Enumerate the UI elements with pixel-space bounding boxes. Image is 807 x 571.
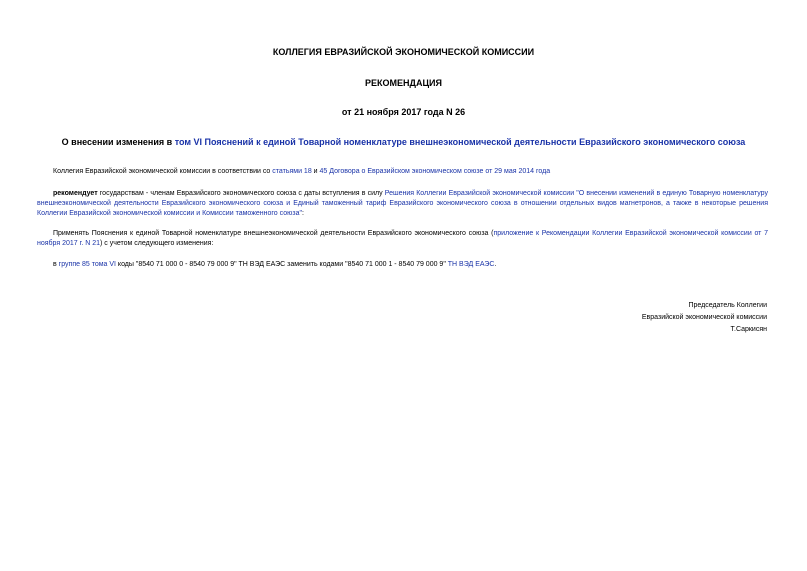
p4-text-3: . [494,261,497,268]
date-number-heading: от 21 ноября 2017 года N 26 [341,107,466,117]
p4-text-1: в [53,261,59,268]
signature-line-1: Председатель Коллегии [688,302,767,309]
p2-text-2: : [301,210,304,217]
p2-bold-recommends: рекомендует [53,190,98,197]
link-treaty[interactable]: 45 Договора о Евразийском экономическом союзе от 29 мая 2014 года [319,168,551,175]
paragraph-change [37,260,768,270]
p3-text-1: Применять Пояснения к единой Товарной номенклатуре внешнеэкономической деятельности Евразийского экономического союза ( [53,230,494,237]
p4-text-2: коды "8540 71 000 0 - 8540 79 000 9" ТН ВЭД ЕАЭС заменить кодами "8540 71 000 1 - 8540 79 000 9" [115,261,448,268]
link-commission-decision[interactable]: Решения Коллегии Евразийской экономической комиссии "О внесении изменений в единую Товарную номенклатуру внешнеэкономической деятельности Евразийского экономического союза и Единый таможенный тариф Евразийского экономического союза в отношении отдельных видов магнетронов, а также в некоторые решения Коллегии Евразийской экономической комиссии и Комиссии таможенного союза" [37,190,768,217]
doc-type-heading: РЕКОМЕНДАЦИЯ [365,78,442,88]
p1-text-2: и [311,168,320,175]
org-heading: КОЛЛЕГИЯ ЕВРАЗИЙСКОЙ ЭКОНОМИЧЕСКОЙ КОМИССИИ [272,47,535,57]
title-link[interactable]: том VI Пояснений к единой Товарной номенклатуре внешнеэкономической деятельности Евразийского экономического союза [174,137,746,147]
link-article-18[interactable]: статьями 18 [272,168,312,175]
paragraph-recommends [37,189,768,219]
signature-block [642,300,767,336]
paragraph-apply [37,229,768,249]
document-title [0,137,807,148]
p2-text-1: государствам - членам Евразийского экономического союза с даты вступления в силу [97,190,385,197]
signature-line-2: Евразийской экономической комиссии [641,314,767,321]
title-prefix: О внесении изменения в [61,137,175,147]
link-group-85[interactable]: группе 85 тома VI [58,261,116,268]
signature-name: Т.Саркисян [730,326,767,333]
p3-text-2: ) с учетом следующего изменения: [100,240,214,247]
p1-text-1: Коллегия Евразийской экономической комиссии в соответствии со [53,168,273,175]
link-recommendation-21[interactable]: приложение к Рекомендации Коллегии Евразийской экономической комиссии от 7 ноября 2017 г. N 21 [37,230,768,247]
paragraph-preamble [37,167,768,177]
link-tn-ved[interactable]: ТН ВЭД ЕАЭС [447,261,495,268]
